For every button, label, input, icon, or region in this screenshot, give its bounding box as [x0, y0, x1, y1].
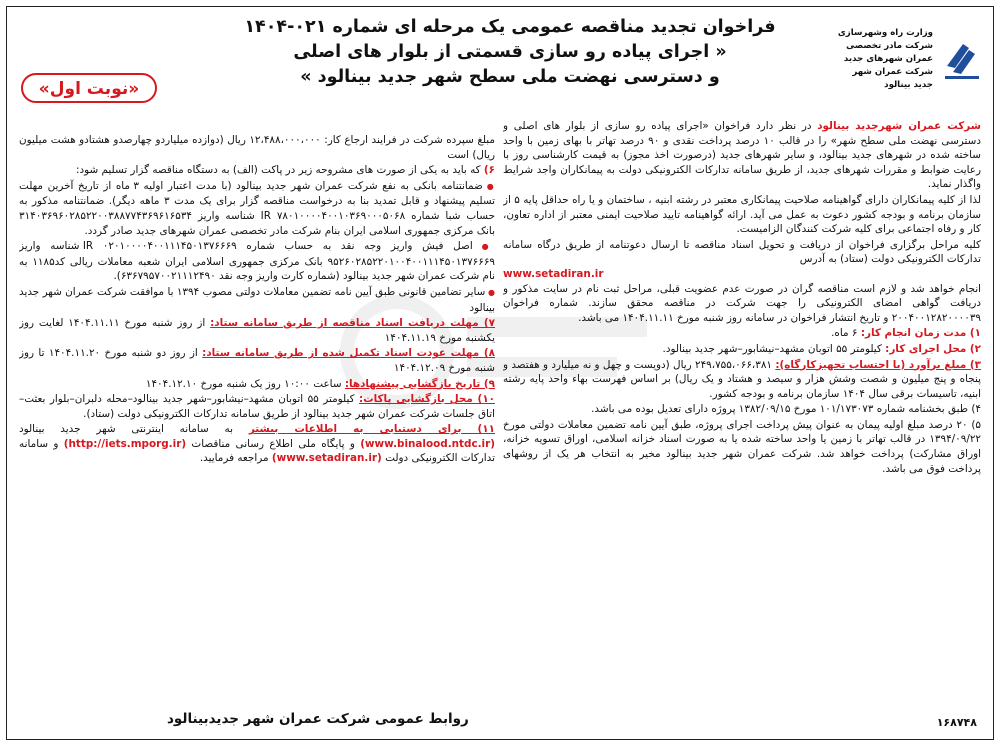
- setadiran-link[interactable]: (www.setadiran.ir): [271, 452, 382, 465]
- first-round-badge: «نوبت اول»: [21, 73, 157, 103]
- procedure-paragraph: [503, 238, 981, 326]
- item-more-info-c: و سامانه تدارکات الکترونیکی دولت: [19, 437, 495, 465]
- public-relations-signature: روابط عمومی شرکت عمران شهر جدیدبینالود: [167, 711, 469, 727]
- qualification-paragraph: لذا از کلیه پیمانکاران دارای گواهینامه صلاحیت پیمانکاری معتبر در رشته ابنیه ، ساختمان و یا راه حداقل پایه ۵ از سازمان برنامه و بودجه کشور دعوت به عمل می آید. ارائه گواهینامه تایید صلاحیت ایمنی معتبر از اداره تعاون، کار و رفاه اجتماعی برای کلیه شرکت کنندگان الزامیست.: [503, 193, 981, 236]
- item-location-label: ۲) محل اجرای کار:: [885, 342, 981, 355]
- ad-code: ۱۶۸۷۴۸: [936, 716, 977, 729]
- item-guarantee: [19, 163, 495, 178]
- title-line-2: « اجرای پیاده رو سازی قسمتی از بلوار های اصلی: [293, 42, 727, 62]
- item-estimate-text: ۲۴۹،۷۵۵،۰۶۶،۳۸۱ ریال (دویست و چهل و نه میلیارد و هفتصد و پنجاه و پنج میلیون و شصت وشش هزار و سیصد و هشتاد و یک ریال) بر اساس فهرست بهاء واحد پایه رشته ابنیه، تاسیسات برقی سال ۱۴۰۴ سازمان برنامه و بودجه کشور.: [503, 358, 981, 400]
- item-doc-return: [19, 346, 495, 375]
- item-opening-place: [19, 392, 495, 421]
- bank-guarantee-bullet: ● ضمانتنامه بانکی به نفع شرکت عمران شهر جدید بینالود (با مدت اعتبار اولیه ۳ ماه از تاریخ آخرین مهلت تسلیم پیشنهاد و قابل تمدید بنا به درخواست مناقصه گزار برای یک مدت ۳ ماهه دیگر). ضمانتنامه مذکور به حساب شبا شماره IR ۷۸۰۱۰۰۰۰۴۰۰۱۰۳۶۹۰۰۰۵۰۶۸ شناسه واریز ۳۱۴۰۳۶۹۶۰۲۸۵۲۲۰۰۳۸۸۷۷۴۳۶۹۶۱۶۵۳۴ بانک مرکزی جمهوری اسلامی ایران بنام شرکت مادر تخصصی عمران شهرهای جدید صادر گردد.: [19, 179, 495, 238]
- item-doc-receipt-label: ۷) مهلت دریافت اسناد مناقصه از طریق سامانه ستاد:: [210, 317, 495, 330]
- item-guarantee-text: که باید به یکی از صورت های مشروحه زیر در پاکت (الف) به دستگاه مناقصه گزار تسلیم شود:: [75, 164, 484, 177]
- item-doc-receipt: [19, 316, 495, 345]
- item-opening-date: [19, 377, 495, 392]
- item-duration-label: ۱) مدت زمان انجام کار:: [860, 327, 981, 340]
- intro-text: در نظر دارد فراخوان «اجرای پیاده رو سازی از بلوار های اصلی و دسترسی نهضت ملی سطح شهر» را در قالب ۱۰ درصد پرداخت نقدی و ۹۰ درصد تهاتر با بهای زمین با واحد ساخته شده در شهرهای جدید بینالود، و سایر شهرهای جدید (درصورت اخذ مجوز) به قیمت کارشناسی روز با رعایت ضوابط و مقررات شهرهای جدید، از طریق سامانه تدارکات الکترونیکی دولت به پیمانکاران واجد شرایط واگذار نماید.: [503, 120, 981, 191]
- right-column: [503, 119, 981, 729]
- procedure-text-b: انجام خواهد شد و لازم است مناقصه گران در صورت عدم عضویت قبلی، مراحل ثبت نام در سایت مذکور و دریافت گواهی امضای الکترونیکی را جهت شرکت در مناقصه محقق سازند. شماره فراخوان ۲۰۰۴۰۰۱۲۸۲۰۰۰۰۳۹ و تاریخ انتشار فراخوان در سامانه روز شنبه مورخ ۱۴۰۴.۱۱.۱۱ می باشد.: [503, 282, 981, 324]
- notice-title: [207, 15, 813, 90]
- title-line-1: فراخوان تجدید مناقصه عمومی یک مرحله ای شماره ۰۲۱-۱۴۰۴: [244, 17, 776, 37]
- logo-line-3: شرکت عمران شهر جدید بینالود: [852, 66, 933, 90]
- item-more-info-b: و پایگاه ملی اطلاع رسانی مناقصات: [191, 437, 361, 450]
- item-more-info-label: ۱۱) برای دستیابی به اطلاعات بیشتر: [248, 423, 495, 436]
- deposit-amount: مبلغ سپرده شرکت در فرایند ارجاع کار: ۱۲،۴۸۸،۰۰۰،۰۰۰ ریال (دوازده میلیاردو چهارصدو هشتادو هشت میلیون ریال) است: [19, 134, 495, 161]
- item-doc-return-text: از روز دو شنبه مورخ ۱۴۰۴.۱۱.۲۰ تا روز شنبه مورخ ۱۴۰۴.۱۲.۰۹: [19, 347, 495, 374]
- item-opening-place-label: ۱۰) محل بازگشایی پاکات:: [359, 393, 495, 406]
- item-more-info: [19, 422, 495, 466]
- binalood-link[interactable]: (www.binalood.ntdc.ir): [360, 437, 495, 450]
- procedure-text-a: کلیه مراحل برگزاری فراخوان از دریافت و تحویل اسناد مناقصه تا ارسال دعوتنامه از طریق درگاه سامانه تدارکات الکترونیکی دولت (ستاد) به آدرس: [503, 238, 981, 266]
- item-opening-date-label: ۹) تاریخ بازگشایی پیشنهادها:: [344, 377, 495, 390]
- tender-notice: [6, 6, 994, 740]
- item-prepayment: ۵) ۲۰ درصد مبلغ اولیه پیمان به عنوان پیش پرداخت اجرای پروژه، طبق آیین نامه تضمین معاملات دولتی مورخ ۱۳۹۴/۰۹/۲۲ در قالب تهاتر با زمین یا واحد ساخته شده یا به صورت اسناد خزانه اسلامی، اوراق تسویه خزانه، اوراق مشارکت) پرداخت خواهد شد. شرکت عمران شهر جدید بینالود مخیر به انتخاب هر یک از روشهای پرداخت فوق می باشد.: [503, 418, 981, 475]
- item-more-info-d: مراجعه فرمایید.: [199, 452, 272, 465]
- other-guarantees-bullet: ● سایر تضامین قانونی طبق آیین نامه تضمین معاملات دولتی مصوب ۱۳۹۴ با موافقت شرکت عمران شهر جدید بینالود: [19, 285, 495, 315]
- ministry-logo-icon: [939, 36, 985, 82]
- item-estimate: [503, 358, 981, 402]
- item-adjustment: ۴) طبق بخشنامه شماره ۱۰۱/۱۷۳۰۷۳ مورخ ۱۳۸۲/۰۹/۱۵ پروژه دارای تعدیل بوده می باشد.: [591, 403, 981, 416]
- left-column: [19, 133, 495, 725]
- item-guarantee-label: ۶): [483, 164, 495, 177]
- setad-link[interactable]: www.setadiran.ir: [503, 267, 604, 280]
- organization-logo-block: [835, 17, 985, 101]
- title-line-3: و دسترسی نهضت ملی سطح شهر جدید بینالود »: [300, 67, 720, 87]
- item-duration-text: ۶ ماه.: [831, 327, 861, 340]
- item-doc-receipt-text: از روز شنبه مورخ ۱۴۰۴.۱۱.۱۱ لغایت روز یکشنبه مورخ ۱۴۰۴.۱۱.۱۹: [19, 317, 495, 344]
- iets-link[interactable]: (http://iets.mporg.ir): [63, 437, 187, 450]
- item-duration: [503, 326, 981, 341]
- item-more-info-a: به سامانه اینترنتی شهر جدید بینالود: [19, 423, 249, 436]
- item-opening-place-text: کیلومتر ۵۵ اتوبان مشهد–نیشابور–شهر جدید بینالود–محله دلبران–بلوار بعثت–اتاق جلسات شرکت عمران شهر جدید بینالود از طریق سامانه تدارکات الکترونیکی دولت (ستاد).: [19, 393, 495, 420]
- company-name: شرکت عمران شهرجدید بینالود: [817, 120, 981, 132]
- item-location-text: کیلومتر ۵۵ اتوبان مشهد–نیشابور–شهر جدید بینالود.: [662, 342, 886, 355]
- logo-text: [835, 27, 933, 92]
- logo-line-1: وزارت راه وشهرسازی: [837, 27, 933, 38]
- logo-line-2: شرکت مادر تخصصی عمران شهرهای جدید: [843, 40, 933, 64]
- item-doc-return-label: ۸) مهلت عودت اسناد تکمیل شده از طریق سامانه ستاد:: [202, 347, 495, 360]
- item-location: [503, 342, 981, 357]
- item-estimate-label: ۳) مبلغ برآورد (با احتساب تجهیزکارگاه):: [775, 358, 981, 371]
- item-opening-date-text: ساعت ۱۰:۰۰ روز یک شنبه مورخ ۱۴۰۴.۱۲.۱۰: [145, 377, 345, 390]
- cash-deposit-bullet: ● اصل فیش واریز وجه نقد به حساب شماره IR ۰۲۰۱۰۰۰۰۴۰۰۱۱۱۴۵۰۱۳۷۶۶۶۹ شناسه واریز ۹۵۲۶۰۲۸۵۲۲۰۱۰۰۴۰۰۱۱۱۴۵۰۱۳۷۶۶۶۹ بانک مرکزی جمهوری اسلامی ایران شعبه معاملات ریالی کد۱۱۸۵ به نام شرکت عمران شهر جدید بینالود (شماره کارت واریز وجه نقد ۶۳۶۷۹۵۷۰۰۲۱۱۱۲۴۹۰).: [19, 239, 495, 284]
- intro-paragraph: [503, 119, 981, 192]
